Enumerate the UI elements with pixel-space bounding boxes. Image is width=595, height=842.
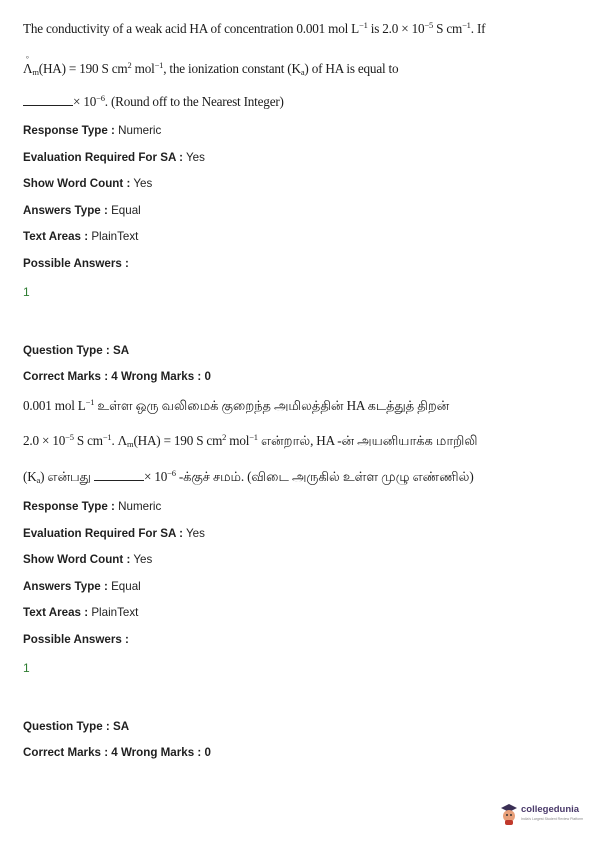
molar-conductivity-symbol: ° $\Lambda_m$ [23,55,39,77]
answers-type: Answers Type : Equal [23,204,141,217]
question-text-line-3: × $10^{-6}$. (Round off to the Nearest Integer) [23,93,573,110]
tamil-question-line-3: $(K_a)$ என்பது × $10^{-6}$ -க்குச் சமம். (விடை அருகில் உள்ள முழு எண்ணில்) [23,468,474,485]
question-text-line-1: The conductivity of a weak acid HA of concentration 0.001 mol $L^{-1}$ is $2.0 \times 10^{-5}$ S $cm^{-1}$. If [23,20,486,36]
question-type: Question Type : SA [23,344,130,357]
logo-tagline: India's Largest Student Review Platform [521,817,584,821]
possible-answer-value: 1 [23,661,30,675]
text-areas: Text Areas : PlainText [23,230,139,243]
graduate-mascot-icon [500,803,518,825]
logo-text: collegedunia [521,804,580,815]
show-word-count: Show Word Count : Yes [23,177,153,190]
question-text-line-2: ° $\Lambda_m(HA) = 190$ S $cm^2$ mol$^{-1}$, the ionization constant $(K_a)$ of HA is equal to [23,55,399,77]
answer-blank [23,95,73,106]
answer-blank [94,470,144,481]
response-type: Response Type : Numeric [23,124,162,137]
tamil-question-line-2: $2.0 \times 10^{-5}$ S $cm^{-1}$. $\Lambda_m(HA) = 190$ S $cm^2$ mol$^{-1}$ என்றால், HA -ன் அயனியாக்க மாறிலி [23,432,478,449]
response-type: Response Type : Numeric [23,500,162,513]
possible-answers-label: Possible Answers : [23,633,129,646]
evaluation-required: Evaluation Required For SA : Yes [23,527,205,540]
collegedunia-logo [500,800,584,830]
show-word-count: Show Word Count : Yes [23,553,153,566]
marks-info: Correct Marks : 4 Wrong Marks : 0 [23,746,211,759]
tamil-question-line-1: 0.001 mol $L^{-1}$ உள்ள ஒரு வலிமைக் குறைந்த அமிலத்தின் HA கடத்துத் திறன் [23,397,450,413]
text-areas: Text Areas : PlainText [23,606,139,619]
possible-answer-value: 1 [23,285,30,299]
answers-type: Answers Type : Equal [23,580,141,593]
question-type: Question Type : SA [23,720,130,733]
possible-answers-label: Possible Answers : [23,257,129,270]
evaluation-required: Evaluation Required For SA : Yes [23,151,205,164]
marks-info: Correct Marks : 4 Wrong Marks : 0 [23,370,211,383]
